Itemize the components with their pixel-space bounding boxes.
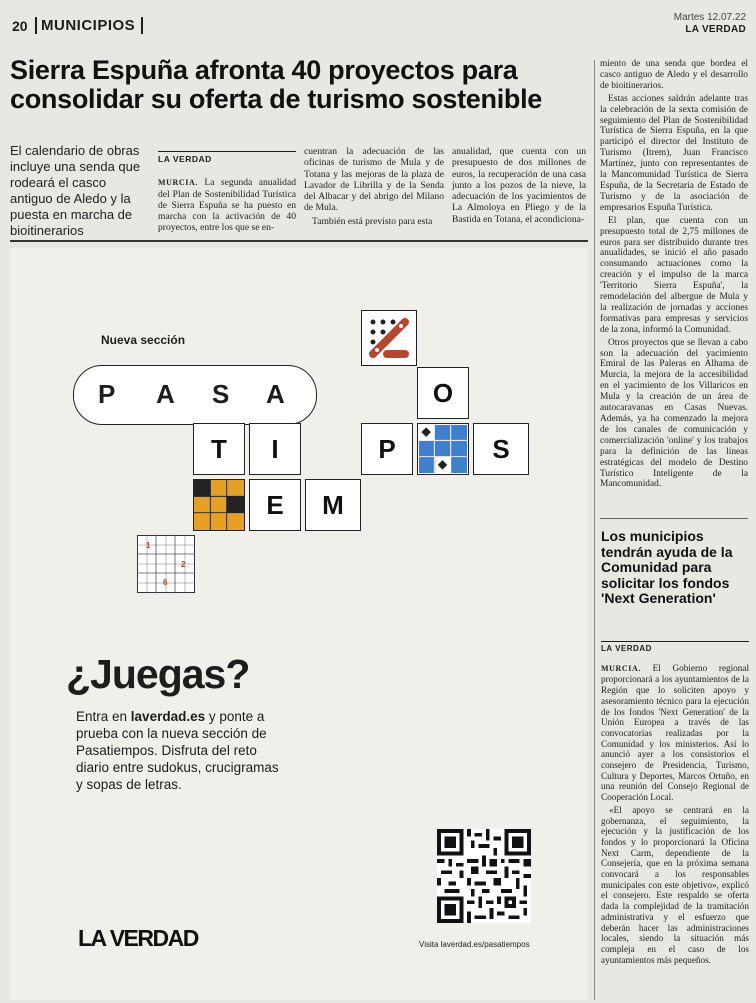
crossword-number-2: 2: [181, 560, 186, 569]
puzzle-crossed-tile: [361, 310, 417, 366]
ad-link[interactable]: laverdad.es: [130, 709, 206, 724]
article-divider: [10, 240, 588, 242]
ad-title: ¿Juegas?: [66, 651, 250, 697]
ad-body-post: y ponte a prueba con la nueva sección de Pasatiempos. Disfruta del reto diario entre sudokus, crucigramas y sopas de letras.: [76, 709, 279, 792]
sidebar-p2: «El apoyo se centrará en la gobernanza, el seguimiento, la ejecución y la justificación de los fondos y lo proporcionará la Oficina Next Carm, dependiente de la Consejería, que en la próxima semana convocará a los responsables municipales con este objetivo», explicó el consejero. Este respaldo se oferta dada la complejidad de la tramitación administrativa y el esfuerzo que deberán hacer las administraciones locales, siendo la situación más compleja en el caso de los ayuntamientos más pequeños.: [601, 804, 749, 965]
dice-dots-icon: [363, 312, 415, 364]
crossword-number-6: 6: [163, 578, 168, 587]
sidebar-byline: LA VERDAD: [601, 641, 749, 655]
article-col1-text: La segunda anualidad del Plan de Sostenibilidad Turística de Sierra Espuña se ha puesto en marcha con la activación de 40 proyectos, entre los que se en-: [158, 177, 296, 234]
pill-letter-s: S: [212, 379, 230, 409]
ad-visit-url[interactable]: Visita laverdad.es/pasatiempos: [419, 940, 530, 949]
article-col4-p4: Otros proyectos que se llevan a cabo son la adecuación del yacimiento Emiral de las Paleras en Alhama de Murcia, la mejora de la accesibilidad en el yacimiento de los Villaricos en Mula y la creación de un área de autocaravanas en Casas Nuevas. Además, ya ha comenzado la mejora de los canales de comunicación y comercialización 'online' y los trabajos para la definición de las líneas estratégicas del modelo de Destino Turístico Inteligente de la Mancomunidad.: [600, 337, 748, 490]
section-label: MUNICIPIOS: [35, 17, 143, 34]
letter-tile-p: P: [361, 423, 413, 475]
orange-sudoku-tile: [193, 479, 245, 531]
article-col4-p1: miento de una senda que bordea el casco antiguo de Aledo y el desarrollo de bioitinerarios.: [600, 59, 748, 91]
ad-body-pre: Entra en: [76, 709, 131, 724]
ad-body: [76, 708, 286, 793]
pill-letter-a2: A: [266, 379, 285, 409]
article-column-4: [600, 59, 748, 492]
article-headline: Sierra Espuña afronta 40 proyectos para consolidar su oferta de turismo sostenible: [10, 55, 543, 114]
article-city: MURCIA.: [158, 178, 198, 188]
article-column-2: [304, 146, 444, 229]
article-col4-p3: El plan, que cuenta con un presupuesto total de 2,75 millones de euros para ser distribuido durante tres anualidades, se inició el año pasado consumando actuaciones como la creación y el impulso de la marca 'Territorio Sierra Espuña', la remodelación del albergue de Mula y la realización de jornadas y acciones formativas para empresas y servicios de la zona, informó la Comunidad.: [600, 215, 748, 335]
page-number: 20: [12, 18, 28, 34]
article-column-1: [158, 151, 296, 234]
article-column-3: [452, 146, 586, 227]
sidebar-divider: [600, 518, 748, 519]
article-byline: LA VERDAD: [158, 151, 296, 165]
article-col2-p2: También está previsto para esta: [312, 215, 433, 227]
masthead-brand: LA VERDAD: [685, 24, 746, 35]
pill-letter-p: P: [98, 379, 116, 409]
sidebar-p1: El Gobierno regional proporcionará a los ayuntamientos de la Región que lo soliciten apoyo y asesoramiento técnico para la ejecución de los fondos 'Next Generation' de la Unión Europea a través de las convocatorias realizadas por la Comunidad y los ministerios. Así lo anunció ayer a los consistorios el consejero de Presidencia, Turismo, Cultura y Deportes, Marcos Ortuño, en una reunión del Consejo Regional de Cooperación Local.: [601, 662, 749, 803]
orange-grid-icon: [194, 479, 244, 531]
article-col3-p1: anualidad, que cuenta con un presupuesto de dos millones de euros, la recuperación de una casa junto a los pozos de la nieve, la adecuación de los yacimientos de La Almoloya en Pliego y de la Bastida en Totana, el acondiciona-: [452, 146, 586, 225]
new-section-label: Nueva sección: [101, 333, 186, 347]
sidebar-article-body: [601, 641, 749, 967]
sidebar-headline: Los municipios tendrán ayuda de la Comunidad para solicitar los fondos 'Next Generation': [601, 528, 733, 606]
column-divider: [594, 60, 595, 1000]
blue-grid-icon: [418, 423, 468, 475]
pill-letter-a1: A: [156, 379, 175, 409]
issue-date: Martes 12.07.22: [673, 12, 746, 23]
letter-tile-s: S: [473, 423, 529, 475]
letter-tile-e: E: [249, 479, 301, 531]
letter-tile-o: O: [417, 367, 469, 419]
blue-sudoku-tile: [417, 423, 469, 475]
article-dek: El calendario de obras incluye una senda que rodeará el casco antiguo de Aledo y la puesta en marcha de bioitinerarios: [10, 143, 141, 238]
la-verdad-logo: LA VERDAD: [78, 925, 198, 951]
article-col2-p1: cuentran la adecuación de las oficinas de turismo de Mula y de Totana y las mejoras de la plaza de Lavador de Librilla y de la Senda del Albacar y del abrigo del Milano de Mula.: [304, 146, 444, 214]
letter-tile-m: M: [305, 479, 361, 531]
letter-tile-i: I: [249, 423, 301, 475]
qr-code-icon[interactable]: [437, 829, 531, 923]
letter-tile-t: T: [193, 423, 245, 475]
article-col4-p2: Estas acciones saldrán adelante tras la celebración de la sexta comisión de seguimiento del Plan de Sostenibilidad Turística de Sierra Espuña, en la que participó el director del Instituto de Turismo (Itrem), Juan Francisco Martínez, junto con representantes de la Mancomunidad Turística de Sierra Espuña, de la Secretaría de Estado de Turismo y de la asociación de empresarios Espuña Turística.: [600, 93, 748, 213]
crossword-number-1: 1: [146, 541, 151, 550]
sidebar-city: MURCIA.: [601, 663, 641, 673]
